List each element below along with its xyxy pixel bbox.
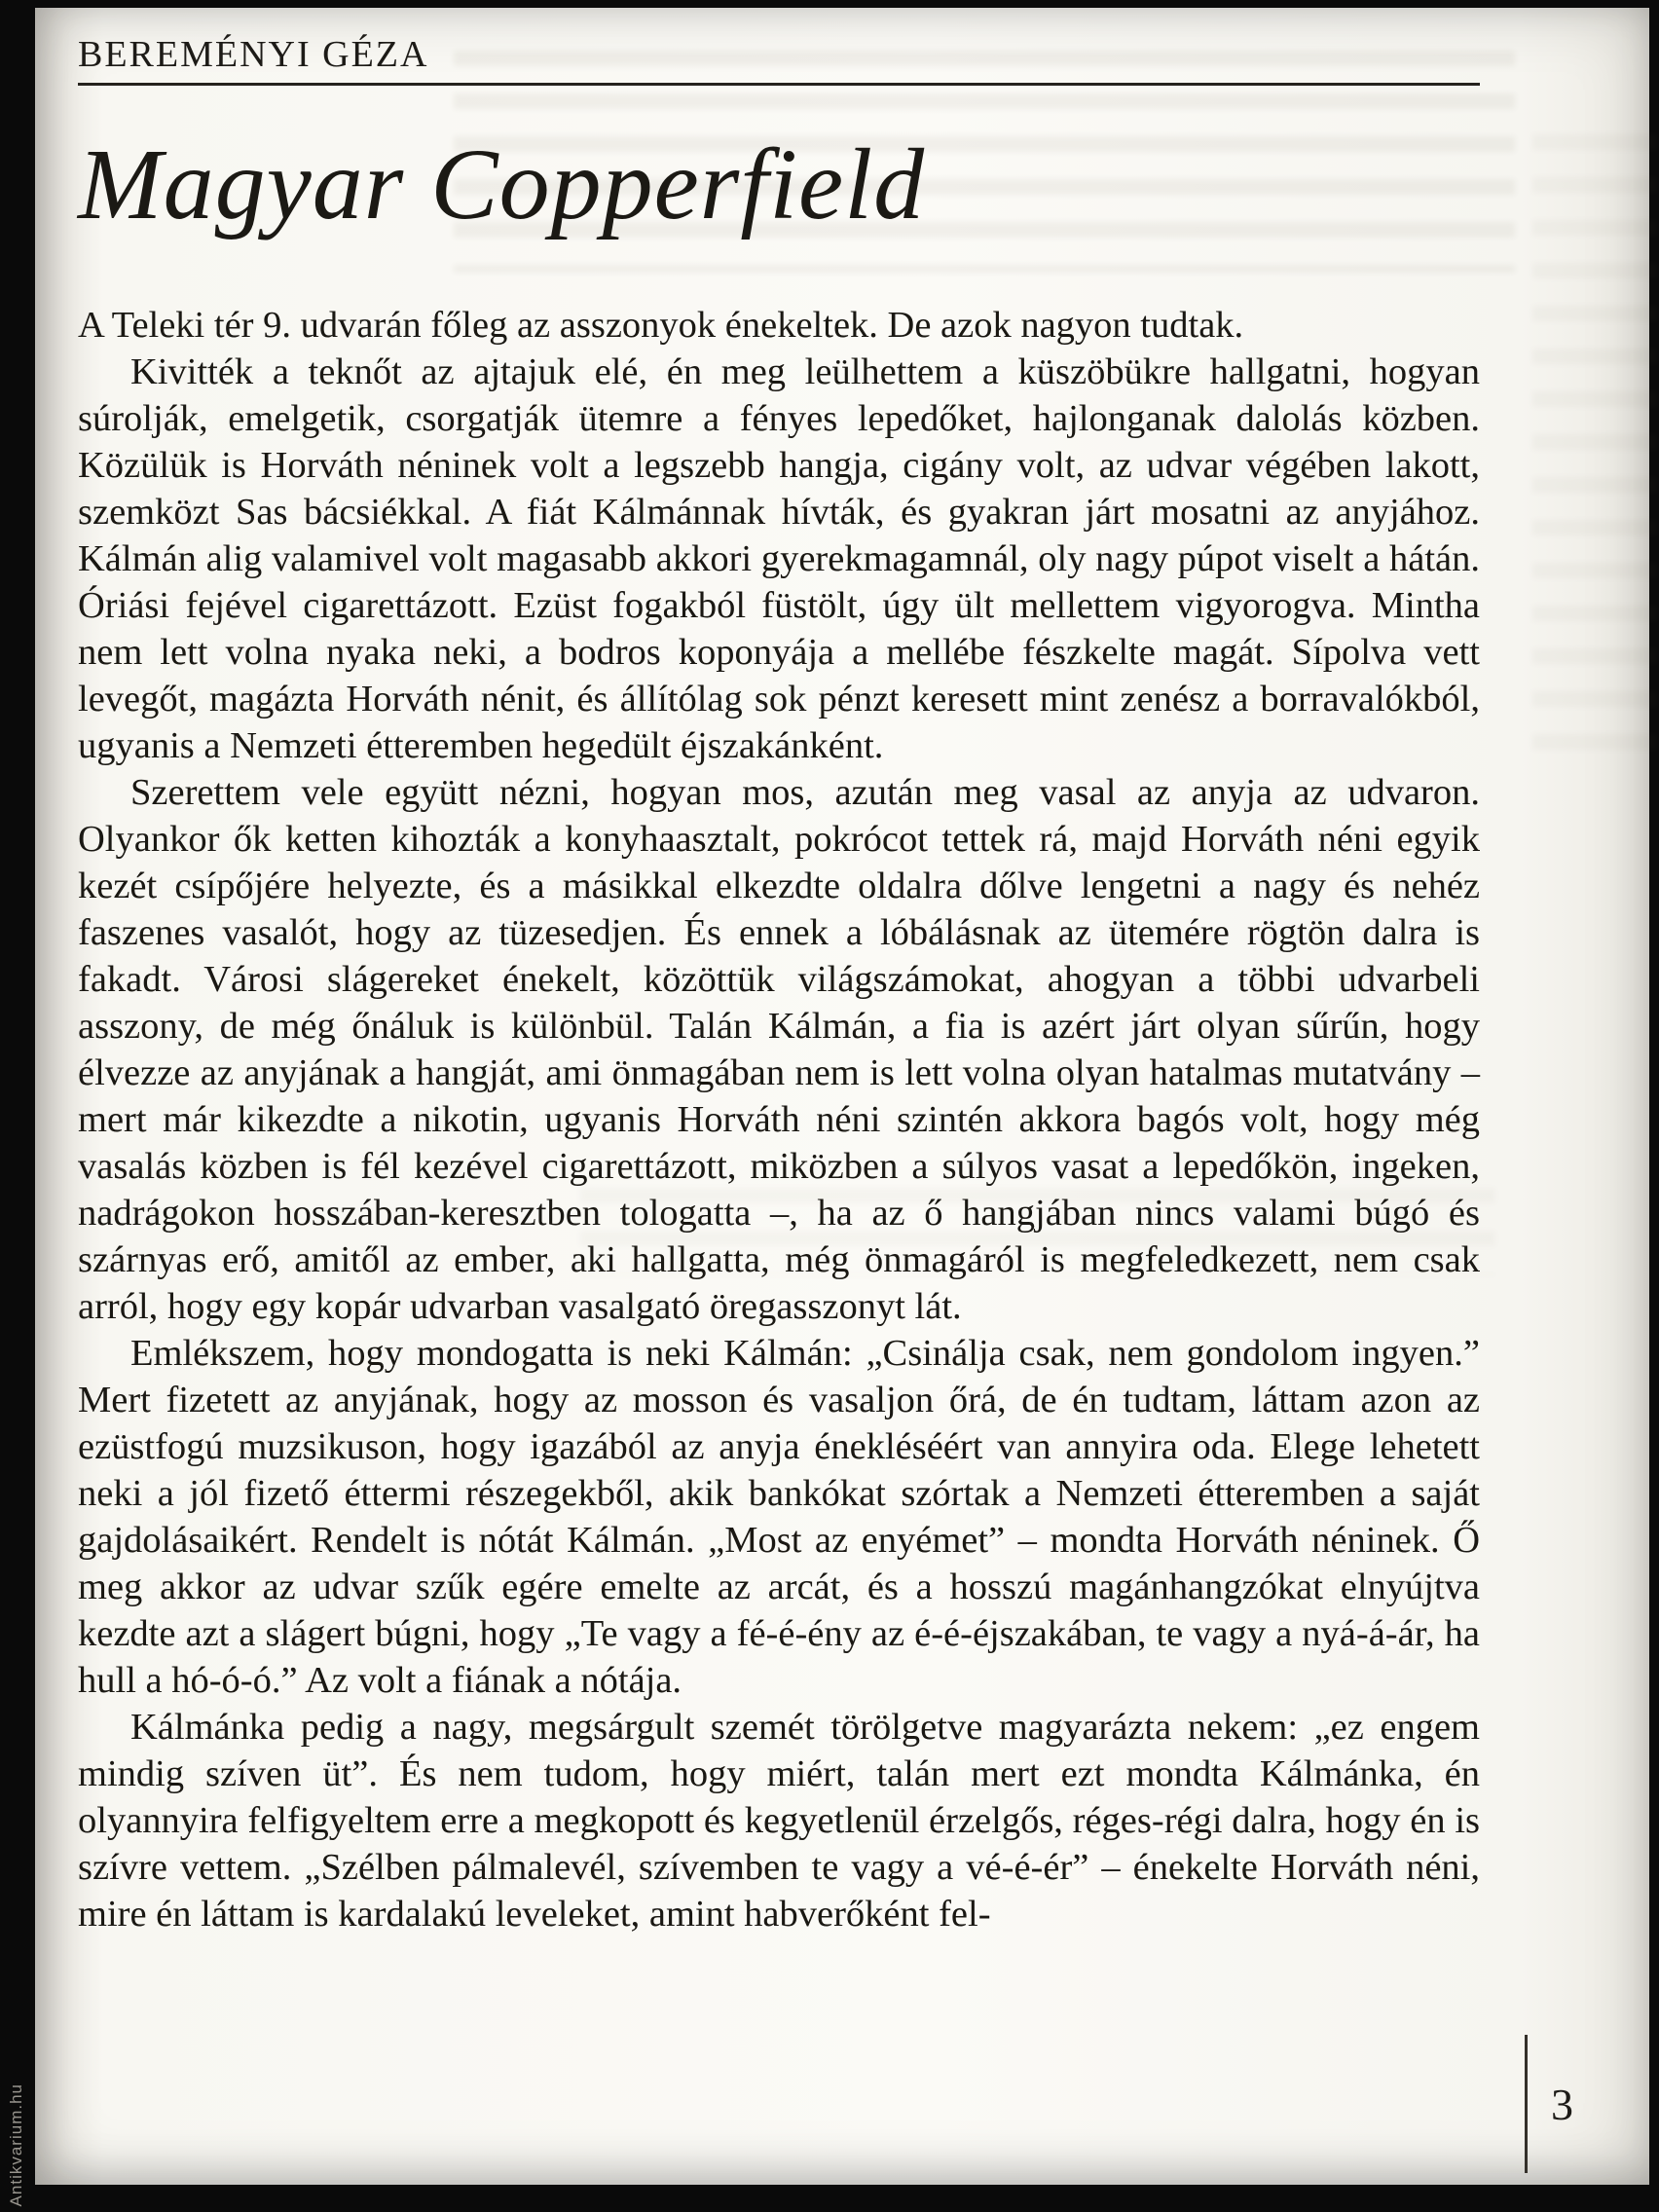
page-content <box>78 33 1480 1937</box>
watermark: Antikvarium.hu <box>7 2083 25 2206</box>
page-title: Magyar Copperfield <box>78 129 926 240</box>
paragraph: Kálmánka pedig a nagy, megsárgult szemét törölgetve magyarázta nekem: „ez engem mindig szíven üt”. És nem tudom, hogy miért, talán mert ezt mondta Kálmánka, én olyannyira felfigyeltem erre a megkopott és kegyetlenül érzelgős, réges-régi dalra, hogy én is szívre vettem. „Szélben pálmalevél, szívemben te vagy a vé-é-ér” – énekelte Horváth néni, mire én láttam is kardalakú leveleket, amint habverőként fel- <box>78 1707 1480 1936</box>
paragraph: Emlékszem, hogy mondogatta is neki Kálmán: „Csinálja csak, nem gondolom ingyen.” Mert fizetett az anyjának, hogy az mosson és vasaljon őrá, de én tudtam, láttam azon az ezüstfogú muzsikuson, hogy igazából az anyja énekléséért van annyira oda. Elege lehetett neki a jól fizető éttermi részegekből, akik bankókat szórtak a Nemzeti étteremben a saját gajdolásaikért. Rendelt is nótát Kálmán. „Most az enyémet” – mondta Horváth néninek. Ő meg akkor az udvar szűk egére emelte az arcát, és a hosszú magánhangzókat elnyújtva kezdte azt a slágert búgni, hogy „Te vagy a fé-é-ény az é-é-éjszakában, te vagy a nyá-á-ár, ha hull a hó-ó-ó.” Az volt a fiának a nótája. <box>78 1333 1480 1702</box>
paragraph: A Teleki tér 9. udvarán főleg az asszonyok énekeltek. De azok nagyon tudtak. <box>78 305 1244 347</box>
paragraph: Kivitték a teknőt az ajtajuk elé, én meg leülhettem a küszöbükre hallgatni, hogyan súrolják, emelgetik, csorgatják ütemre a fényes lepedőket, hajlonganak dalolás közben. Közülük is Horváth néninek volt a legszebb hangja, cigány volt, az udvar végében lakott, szemközt Sas bácsiékkal. A fiát Kálmánnak hívták, és gyakran járt mosatni az anyjához. Kálmán alig valamivel volt magasabb akkori gyerekmagamnál, oly nagy púpot viselt a hátán. Óriási fejével cigarettázott. Ezüst fogakból füstölt, úgy ült mellettem vigyorogva. Mintha nem lett volna nyaka neki, a bodros koponyája a mellébe fészkelte magát. Sípolva vett levegőt, magázta Horváth nénit, és állítólag sok pénzt keresett mint zenész a borravalókból, ugyanis a Nemzeti étteremben hegedült éjszakánként. <box>78 351 1480 767</box>
body-text <box>78 302 1480 1937</box>
book-page <box>35 8 1649 2185</box>
author-heading: BEREMÉNYI GÉZA <box>78 34 429 75</box>
header-rule <box>78 83 1480 86</box>
page-number-rule <box>1525 2035 1573 2173</box>
page-number: 3 <box>1551 2079 1573 2129</box>
paragraph: Szerettem vele együtt nézni, hogyan mos, azután meg vasal az anyja az udvaron. Olyankor ők ketten kihozták a konyhaasztalt, pokrócot tettek rá, majd Horváth néni egyik kezét csípőjére helyezte, és a másikkal elkezdte oldalra dőlve lengetni a nagy és nehéz faszenes vasalót, hogy az tüzesedjen. És ennek a lóbálásnak az ütemére rögtön dalra is fakadt. Városi slágereket énekelt, közöttük világszámokat, ahogyan a többi udvarbeli asszony, de még őnáluk is különbül. Talán Kálmán, a fia is azért járt olyan sűrűn, hogy élvezze az anyjának a hangját, ami önmagában nem is lett volna olyan hatalmas mutatvány – mert már kikezdte a nikotin, ugyanis Horváth néni szintén akkora bagós volt, hogy még vasalás közben is fél kezével cigarettázott, miközben a súlyos vasat a lepedőkön, ingeken, nadrágokon hosszában-keresztben tologatta –, ha az ő hangjában nincs valami búgó és szárnyas erő, amitől az ember, aki hallgatta, még önmagáról is megfeledkezett, nem csak arról, hogy egy kopár udvarban vasalgató öregasszonyt lát. <box>78 772 1480 1328</box>
ghost-text-showthrough <box>1532 134 1657 757</box>
